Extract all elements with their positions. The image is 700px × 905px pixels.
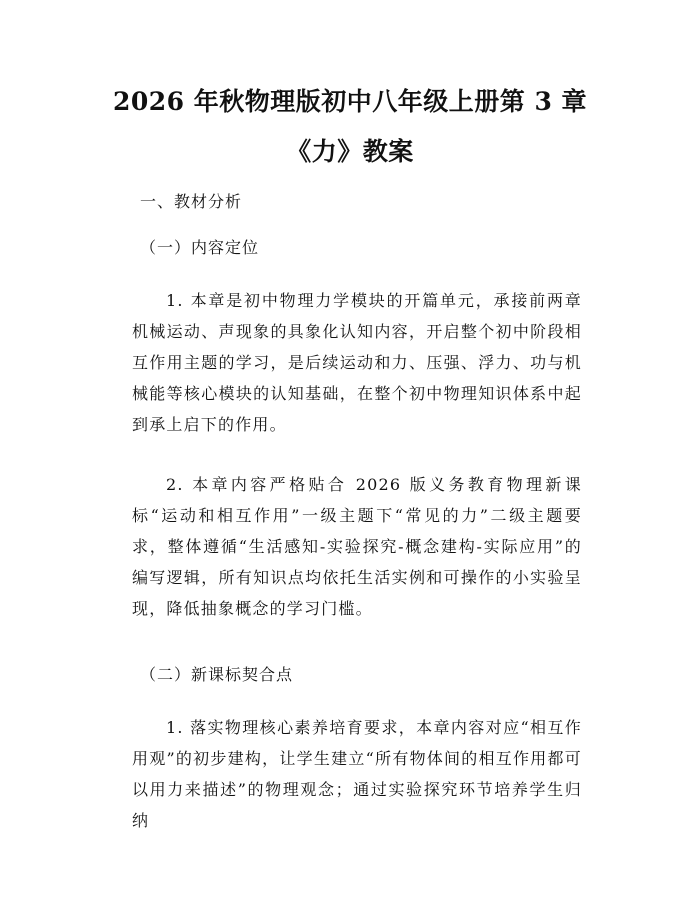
- section-heading-textbook-analysis: 一、教材分析: [140, 192, 243, 211]
- subsection-heading-curriculum-alignment: （二）新课标契合点: [140, 665, 294, 684]
- paragraph-3: 1. 落实物理核心素养培育要求，本章内容对应“相互作用观”的初步建构，让学生建立“所有物体间的相互作用都可以用力来描述”的物理观念；通过实验探究环节培养学生归纳: [132, 718, 582, 830]
- document-title-line2: 《力》教案: [286, 137, 414, 166]
- subsection-heading-content-positioning: （一）内容定位: [140, 238, 260, 257]
- paragraph-1: 1. 本章是初中物理力学模块的开篇单元，承接前两章机械运动、声现象的具象化认知内容，开启整个初中阶段相互作用主题的学习，是后续运动和力、压强、浮力、功与机械能等核心模块的认知基础，在整个初中物理知识体系中起到承上启下的作用。: [132, 291, 582, 434]
- paragraph-2: 2. 本章内容严格贴合 2026 版义务教育物理新课标“运动和相互作用”一级主题下“常见的力”二级主题要求，整体遵循“生活感知-实验探究-概念建构-实际应用”的编写逻辑，所有知识点均依托生活实例和可操作的小实验呈现，降低抽象概念的学习门槛。: [132, 475, 582, 618]
- document-title-line1: 2026 年秋物理版初中八年级上册第 3 章: [112, 87, 588, 116]
